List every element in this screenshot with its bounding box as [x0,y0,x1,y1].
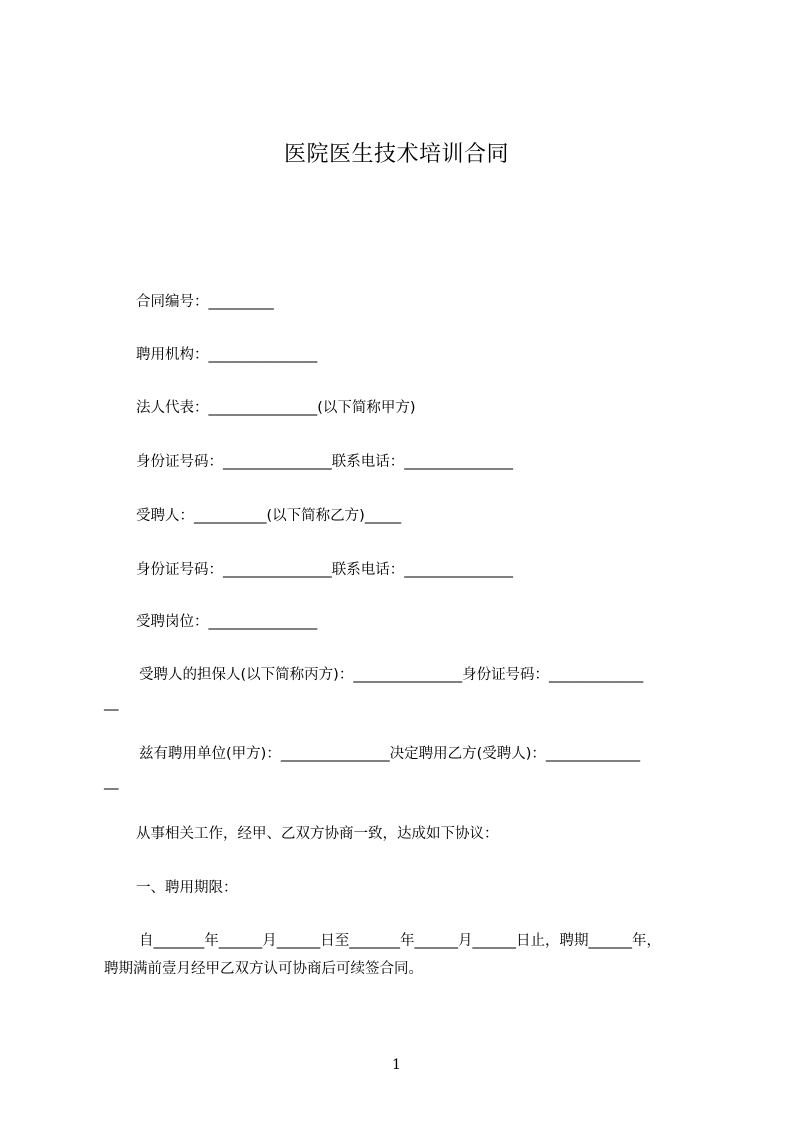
term-renewal-line: 聘期满前壹月经甲乙双方认可协商后可续签合同。 [104,961,423,977]
agreement-intro-line: 从事相关工作，经甲、乙双方协商一致，达成如下协议： [136,826,499,842]
term-period-line: 自_______年______月______日至_______年______月______日止，聘期______年， [139,933,661,949]
hiring-unit-line-continuation: __ [104,774,119,790]
contract-number-line: 合同编号：_________ [136,294,274,310]
section-heading-term: 一、聘用期限： [136,880,238,896]
guarantor-line-continuation: __ [104,695,119,711]
party-a-id-phone-line: 身份证号码：_______________联系电话：_______________ [136,454,513,470]
legal-representative-line: 法人代表：_______________(以下简称甲方) [136,400,416,416]
hiring-unit-line: 兹有聘用单位(甲方)：_______________决定聘用乙方(受聘人)：_____________ [139,746,641,762]
page-number: 1 [392,1057,401,1073]
document-title: 医院医生技术培训合同 [283,142,509,167]
position-line: 受聘岗位：_______________ [136,614,318,630]
employee-line: 受聘人：__________(以下简称乙方)_____ [136,508,402,524]
employer-line: 聘用机构：_______________ [136,347,318,363]
party-b-id-phone-line: 身份证号码：_______________联系电话：_______________ [136,562,513,578]
guarantor-line: 受聘人的担保人(以下简称丙方)：_______________身份证号码：_____________ [139,667,644,683]
